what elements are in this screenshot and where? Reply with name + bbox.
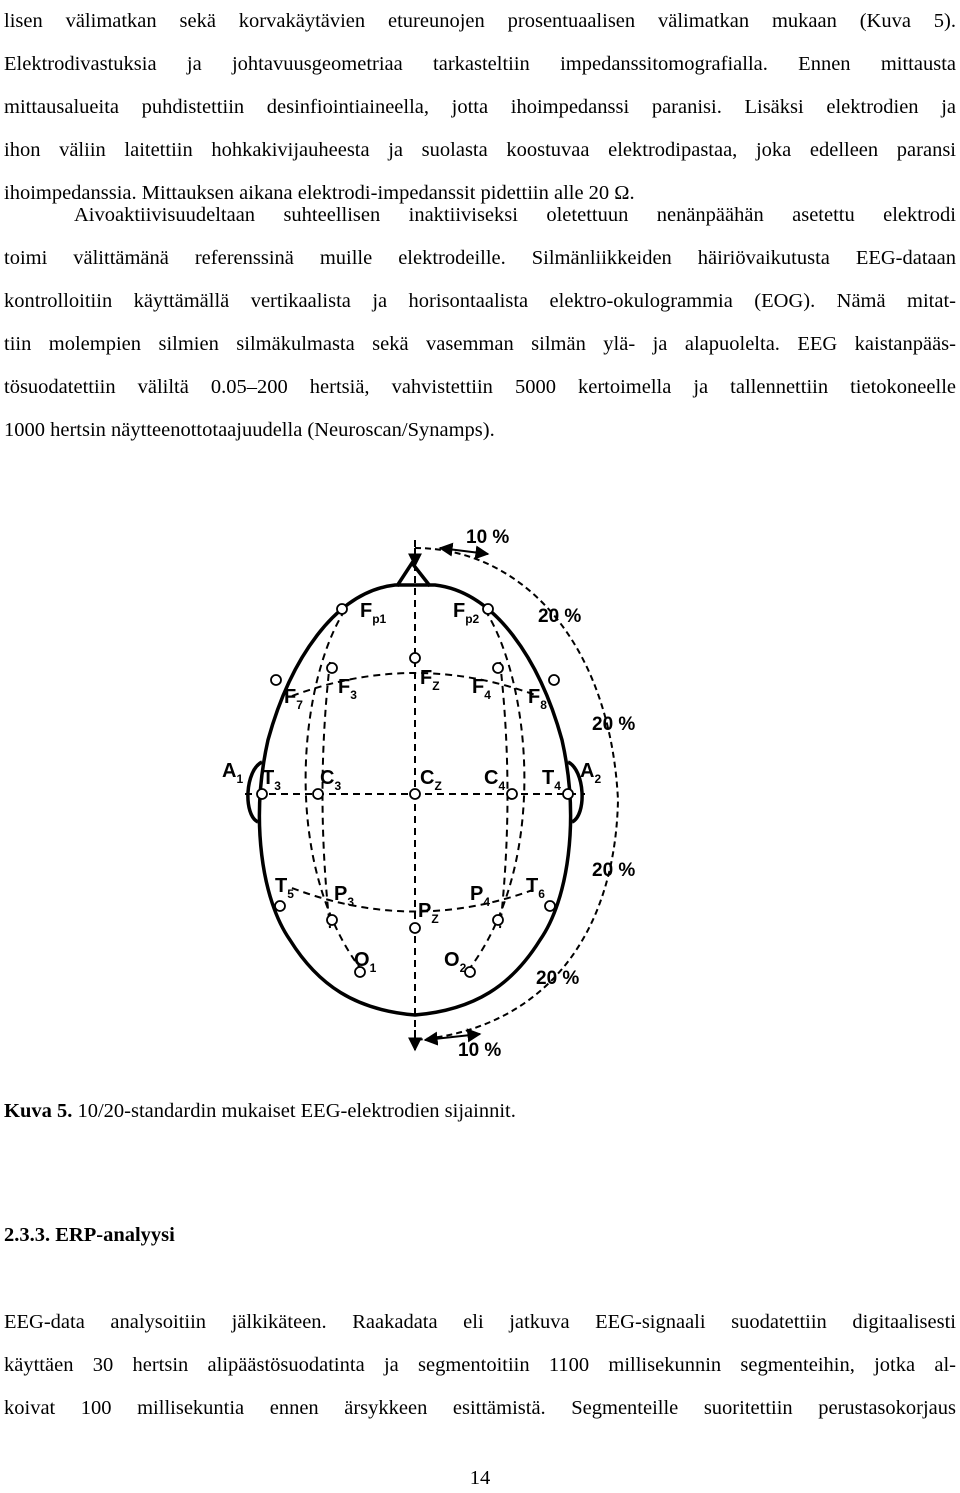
- electrode-label: $F_{p2}$: [453, 600, 480, 626]
- caption-text: 10/20-standardin mukaiset EEG-elektrodien sijainnit.: [72, 1100, 516, 1122]
- percent-label: 20 %: [538, 606, 582, 627]
- paragraph-2: [4, 194, 956, 452]
- text-line: 1000 hertsin näytteenottotaajuudella (Neuroscan/Synamps).: [4, 419, 495, 441]
- electrode-marker: [271, 675, 281, 685]
- text-line: Elektrodivastuksia ja johtavuusgeometriaa tarkasteltiin impedanssitomografialla. Ennen mittausta: [4, 53, 956, 75]
- text-line: tösuodatettiin väliltä 0.05–200 hertsiä, vahvistettiin 5000 kertoimella ja tallennettiin tietokoneelle: [4, 376, 956, 398]
- text-line: Aivoaktiivisuudeltaan suhteellisen inaktiiviseksi oletettuun nenänpäähän asetettu elektrodi: [74, 204, 956, 226]
- electrode-label: $T_6$: [526, 875, 545, 901]
- caption-label: Kuva 5.: [4, 1100, 73, 1122]
- electrode-marker: [275, 901, 285, 911]
- percent-label: 20 %: [592, 860, 636, 881]
- electrode-label: $C_3$: [320, 767, 342, 793]
- electrode-label: $O_2$: [444, 949, 467, 975]
- electrode-label: $F_Z$: [420, 667, 440, 693]
- electrode-label: $T_3$: [262, 767, 281, 793]
- text-line: ihon väliin laitettiin hohkakivijauheesta ja suolasta koostuvaa elektrodipastaa, joka edelleen paransi: [4, 139, 956, 161]
- electrode-label: $P_4$: [470, 883, 491, 909]
- electrode-marker: [313, 789, 323, 799]
- percent-label: 20 %: [592, 714, 636, 735]
- section-heading: 2.3.3. ERP-analyysi: [4, 1224, 175, 1246]
- text-line: toimi välittämänä referenssinä muille elektrodeille. Silmänliikkeiden häiriövaikutusta EEG-dataan: [4, 247, 956, 269]
- text-line: ihoimpedanssia. Mittauksen aikana elektrodi-impedanssit pidettiin alle 20 Ω.: [4, 182, 635, 204]
- electrode-label: $C_Z$: [420, 767, 442, 793]
- percent-label: 10 %: [458, 1040, 502, 1061]
- text-line: mittausalueita puhdistettiin desinfiointiaineella, jotta ihoimpedanssi paranisi. Lisäksi elektrodien ja: [4, 96, 956, 118]
- electrode-marker: [545, 901, 555, 911]
- eeg-electrode-figure: [200, 510, 680, 1070]
- text-line: kontrolloitiin käyttämällä vertikaalista ja horisontaalista elektro-okulogrammia (EOG). Nämä mitat-: [4, 290, 956, 312]
- electrode-label: $F_3$: [338, 676, 357, 702]
- percent-label: 20 %: [536, 968, 580, 989]
- text-line: EEG-data analysoitiin jälkikäteen. Raakadata eli jatkuva EEG-signaali suodatettiin digitaalisesti: [4, 1311, 956, 1333]
- electrode-marker: [257, 789, 267, 799]
- paragraph-1: [4, 0, 956, 215]
- page-number: 14: [469, 1467, 491, 1489]
- electrode-label: $F_8$: [528, 686, 547, 712]
- paragraph-3: [4, 1301, 956, 1430]
- electrode-marker: [507, 789, 517, 799]
- electrode-marker: [549, 675, 559, 685]
- electrode-label: $C_4$: [484, 767, 506, 793]
- electrode-label: $T_4$: [542, 767, 561, 793]
- electrode-marker: [410, 923, 420, 933]
- nose-shape: [397, 563, 430, 586]
- text-line: käyttäen 30 hertsin alipäästösuodatinta ja segmentoitiin 1100 millisekunnin segmenteihin, jotka al-: [4, 1354, 956, 1376]
- electrode-marker: [465, 967, 475, 977]
- electrode-marker: [327, 915, 337, 925]
- head-diagram: [200, 510, 680, 1070]
- electrode-marker: [493, 915, 503, 925]
- text-line: lisen välimatkan sekä korvakäytävien etureunojen prosentuaalisen välimatkan mukaan (Kuva 5).: [4, 10, 956, 32]
- electrode-label: $F_7$: [284, 686, 303, 712]
- text-line: tiin molempien silmien silmäkulmasta sekä vasemman silmän ylä- ja alapuolelta. EEG kaistanpääs-: [4, 333, 956, 355]
- electrode-label: $P_Z$: [418, 900, 439, 926]
- electrode-marker: [410, 789, 420, 799]
- electrode-label: $A_2$: [580, 760, 602, 786]
- electrode-marker: [563, 789, 573, 799]
- electrode-label: $F_{p1}$: [360, 600, 387, 626]
- electrode-marker: [337, 604, 347, 614]
- electrode-marker: [327, 663, 337, 673]
- electrode-label: $O_1$: [354, 949, 377, 975]
- figure-caption: [4, 1100, 516, 1123]
- electrode-marker: [483, 604, 493, 614]
- electrode-label: $T_5$: [275, 875, 294, 901]
- electrode-marker: [493, 663, 503, 673]
- electrode-label: $A_1$: [222, 760, 244, 786]
- electrode-label: $P_3$: [334, 883, 355, 909]
- electrode-label: $F_4$: [472, 676, 491, 702]
- text-line: koivat 100 millisekuntia ennen ärsykkeen esittämistä. Segmenteille suoritettiin perustasokorjaus: [4, 1397, 956, 1419]
- electrode-marker: [410, 653, 420, 663]
- percent-label: 10 %: [466, 527, 510, 548]
- electrode-markers: [257, 604, 573, 977]
